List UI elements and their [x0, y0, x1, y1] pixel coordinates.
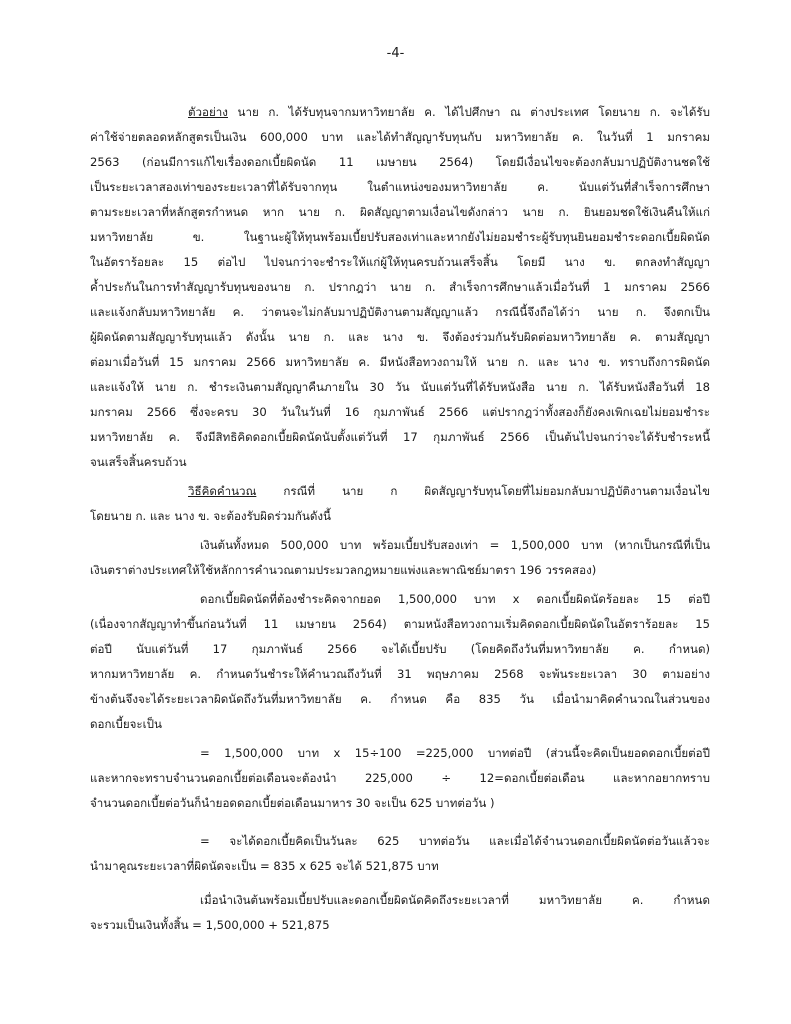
body-text-line: วิธีคิดคำนวณ กรณีที่ นาย ก ผิดสัญญารับทุนโดยที่ไม่ยอมกลับมาปฏิบัติงานตามเงื่อนไข: [188, 484, 710, 498]
body-text-line: ต่อปี นับแต่วันที่ 17 กุมภาพันธ์ 2566 จะได้เบี้ยปรับ (โดยคิดถึงวันที่มหาวิทยาลัย ค. กำหนด): [90, 642, 710, 656]
body-text-line: หากมหาวิทยาลัย ค. กำหนดวันชำระให้คำนวณถึงวันที่ 31 พฤษภาคม 2568 จะพ้นระยะเวลา 30 ตามอย่าง: [90, 667, 710, 681]
body-text-line: = 1,500,000 บาท x 15÷100 =225,000 บาทต่อปี (ส่วนนี้จะคิดเป็นยอดดอกเบี้ยต่อปี: [200, 746, 710, 760]
body-text-line: จนเสร็จสิ้นครบถ้วน: [90, 455, 187, 469]
body-text-line: ตัวอย่าง นาย ก. ได้รับทุนจากมหาวิทยาลัย ค. ได้ไปศึกษา ณ ต่างประเทศ โดยนาย ก. จะได้รับ: [188, 105, 710, 119]
body-text-line: มหาวิทยาลัย ข. ในฐานะผู้ให้ทุนพร้อมเบี้ยปรับสองเท่าและหากยังไม่ยอมชำระผู้รับทุนยินยอมชำระดอกเบี้ยผิดนัด: [90, 230, 710, 244]
body-text-line: เงินตราต่างประเทศให้ใช้หลักการคำนวณตามประมวลกฎหมายแพ่งและพาณิชย์มาตรา 196 วรรคสอง): [90, 563, 597, 577]
body-text-line: เงินต้นทั้งหมด 500,000 บาท พร้อมเบี้ยปรับสองเท่า = 1,500,000 บาท (หากเป็นกรณีที่เป็น: [200, 538, 710, 552]
example-label: ตัวอย่าง: [188, 105, 228, 119]
body-text-line: เป็นระยะเวลาสองเท่าของระยะเวลาที่ได้รับจากทุน ในตำแหน่งของมหาวิทยาลัย ค. นับแต่วันที่สำเร็จการศึกษา: [90, 180, 710, 194]
body-text-line: ต่อมาเมื่อวันที่ 15 มกราคม 2566 มหาวิทยาลัย ค. มีหนังสือทวงถามให้ นาย ก. และ นาง ข. ทราบถึงการผิดนัด: [90, 355, 710, 369]
body-text-line: มหาวิทยาลัย ค. จึงมีสิทธิคิดดอกเบี้ยผิดนัดนับตั้งแต่วันที่ 17 กุมภาพันธ์ 2566 เป็นต้นไปจนกว่าจะได้รับชำระหนี้: [90, 430, 710, 444]
body-text-line: เมื่อนำเงินต้นพร้อมเบี้ยปรับและดอกเบี้ยผิดนัดคิดถึงระยะเวลาที่ มหาวิทยาลัย ค. กำหนด: [200, 893, 710, 907]
body-text-line: มกราคม 2566 ซึ่งจะครบ 30 วันในวันที่ 16 กุมภาพันธ์ 2566 แต่ปรากฎว่าทั้งสองก็ยังคงเพิกเฉยไม่ยอมชำระ: [90, 405, 710, 419]
body-text-line: ค่าใช้จ่ายตลอดหลักสูตรเป็นเงิน 600,000 บาท และได้ทำสัญญารับทุนกับ มหาวิทยาลัย ค. ในวันที่ 1 มกราคม: [90, 130, 710, 144]
body-text-line: ดอกเบี้ยผิดนัดที่ต้องชำระคิดจากยอด 1,500,000 บาท x ดอกเบี้ยผิดนัดร้อยละ 15 ต่อปี: [200, 592, 710, 606]
body-text-line: (เนื่องจากสัญญาทำขึ้นก่อนวันที่ 11 เมษายน 2564) ตามหนังสือทวงถามเริ่มคิดดอกเบี้ยผิดนัดในอัตราร้อยละ 15: [90, 617, 710, 631]
body-text-line: ค้ำประกันในการทำสัญญารับทุนของนาย ก. ปรากฎว่า นาย ก. สำเร็จการศึกษาแล้วเมื่อวันที่ 1 มกราคม 2566: [90, 280, 710, 294]
body-text-line: = จะได้ดอกเบี้ยคิดเป็นวันละ 625 บาทต่อวัน และเมื่อได้จำนวนดอกเบี้ยผิดนัดต่อวันแล้วจะ: [200, 834, 710, 848]
body-text-line: ผู้ผิดนัดตามสัญญารับทุนแล้ว ดังนั้น นาย ก. และ นาง ข. จึงต้องร่วมกันรับผิดต่อมหาวิทยาลัย ค. ตามสัญญา: [90, 330, 710, 344]
body-text-line: โดยนาย ก. และ นาง ข. จะต้องรับผิดร่วมกันดังนี้: [90, 509, 331, 523]
body-text-line: และแจ้งให้ นาย ก. ชำระเงินตามสัญญาคืนภายใน 30 วัน นับแต่วันที่ได้รับหนังสือ นาย ก. ได้รับหนังสือวันที่ 18: [90, 380, 710, 394]
body-text-line: ดอกเบี้ยจะเป็น: [90, 717, 162, 731]
body-text-line: และหากจะทราบจำนวนดอกเบี้ยต่อเดือนจะต้องนำ 225,000 ÷ 12=ดอกเบี้ยต่อเดือน และหากอยากทราบ: [90, 771, 710, 785]
body-text-line: ข้างต้นจึงจะได้ระยะเวลาผิดนัดถึงวันที่มหาวิทยาลัย ค. กำหนด คือ 835 วัน เมื่อนำมาคิดคำนวณในส่วนของ: [90, 692, 710, 706]
body-text-line: จะรวมเป็นเงินทั้งสิ้น = 1,500,000 + 521,875: [90, 918, 330, 932]
body-text-line: จำนวนดอกเบี้ยต่อวันก็นำยอดดอกเบี้ยต่อเดือนมาหาร 30 จะเป็น 625 บาทต่อวัน ): [90, 796, 495, 810]
page-number: -4-: [386, 46, 405, 61]
method-label: วิธีคิดคำนวณ: [188, 484, 257, 498]
body-text-line: ในอัตราร้อยละ 15 ต่อไป ไปจนกว่าจะชำระให้แก่ผู้ให้ทุนครบถ้วนเสร็จสิ้น โดยมี นาง ข. ตกลงทำสัญญา: [90, 255, 710, 269]
body-text-line: 2563 (ก่อนมีการแก้ไขเรื่องดอกเบี้ยผิดนัด 11 เมษายน 2564) โดยมีเงื่อนไขจะต้องกลับมาปฏิบัติงานชดใช้: [90, 155, 710, 169]
body-text-line: และแจ้งกลับมหาวิทยาลัย ค. ว่าตนจะไม่กลับมาปฏิบัติงานตามสัญญาแล้ว กรณีนี้จึงถือได้ว่า นาย ก. จึงตกเป็น: [90, 305, 710, 319]
body-text-line: ตามระยะเวลาที่หลักสูตรกำหนด หาก นาย ก. ผิดสัญญาตามเงื่อนไขดังกล่าว นาย ก. ยินยอมชดใช้เงินคืนให้แก่: [90, 205, 710, 219]
body-text-line: นำมาคูณระยะเวลาที่ผิดนัดจะเป็น = 835 x 625 จะได้ 521,875 บาท: [90, 859, 439, 873]
